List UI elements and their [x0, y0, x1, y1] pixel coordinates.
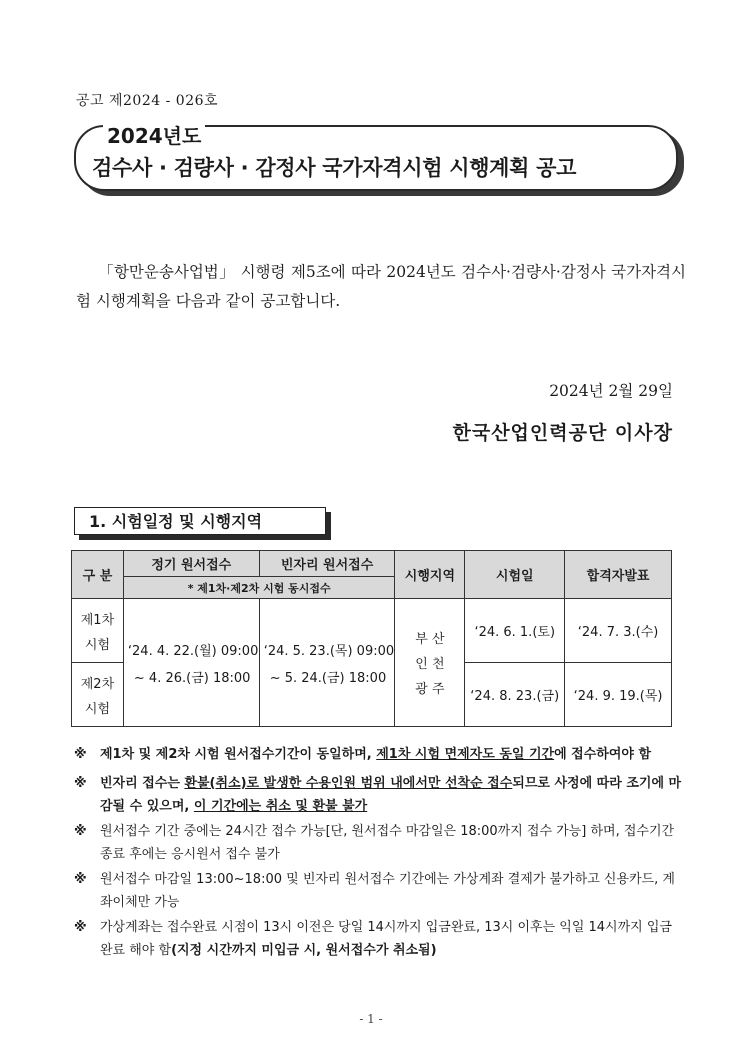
- header-result: 합격자발표: [565, 551, 672, 599]
- region-2: 인 천: [415, 657, 445, 672]
- vacancy-end: ~ 5. 24.(금) 18:00: [269, 670, 387, 686]
- note-2-c: 되므로 사정에 따라 조기에 마감될 수 있으며,: [100, 776, 682, 814]
- page-number: - 1 -: [359, 1012, 383, 1026]
- title-year: 2024년도: [103, 120, 205, 149]
- note-1-c: 에 접수하여야 함: [554, 747, 652, 762]
- note-2: [74, 772, 684, 818]
- note-5-b: (지정 시간까지 미입금 시, 원서접수가 취소됨): [171, 943, 437, 958]
- header-category: 구 분: [72, 551, 124, 599]
- note-mark: ※: [74, 872, 87, 887]
- note-5: [74, 916, 684, 962]
- note-1: [74, 743, 684, 766]
- note-mark: ※: [74, 824, 87, 839]
- row-label-1b: 시험: [84, 637, 111, 653]
- note-2-b: 환불(취소)로 발생한 수용인원 범위 내에서만 선착순 접수: [184, 776, 513, 791]
- page-title: 검수사 · 검량사 · 감정사 국가자격시험 시행계획 공고: [92, 156, 577, 180]
- vacancy-period: [259, 599, 395, 727]
- row-label-2b: 시험: [84, 701, 111, 717]
- region-1: 부 산: [415, 632, 445, 647]
- note-mark: ※: [74, 776, 87, 791]
- note-1-b: 제1차 시험 면제자도 동일 기간: [376, 747, 555, 762]
- header-region: 시행지역: [395, 551, 465, 599]
- header-vacancy: 빈자리 원서접수: [259, 551, 395, 577]
- note-3-text: 원서접수 기간 중에는 24시간 접수 가능[단, 원서접수 마감일은 18:00까지 접수 가능] 하며, 접수기간 종료 후에는 응시원서 접수 불가: [100, 824, 675, 862]
- regular-end: ~ 4. 26.(금) 18:00: [133, 670, 251, 686]
- exam-date-1: ‘24. 6. 1.(토): [465, 599, 565, 663]
- note-5-a: 가상계좌는 접수완료 시점이 13시 이전은 당일 14시까지 입금완료, 13시 이후는 익일 14시까지 입금완료 해야 함: [100, 920, 672, 958]
- row-label-2: [72, 663, 124, 727]
- regions: [395, 599, 465, 727]
- notice-date: 2024년 2월 29일: [549, 382, 673, 400]
- note-2-a: 빈자리 접수는: [100, 776, 185, 791]
- row-label-1a: 제1차: [80, 612, 115, 628]
- note-1-a: 제1차 및 제2차 시험 원서접수기간이 동일하며,: [100, 747, 377, 762]
- intro-paragraph: [76, 258, 686, 316]
- note-2-d: 이 기간에는 취소 및 환불 불가: [193, 799, 368, 814]
- schedule-table: [71, 550, 672, 727]
- note-4-text: 원서접수 마감일 13:00~18:00 및 빈자리 원서접수 기간에는 가상계좌 결제가 불가하고 신용카드, 계좌이체만 가능: [100, 872, 675, 910]
- intro-text: 「항만운송사업법」 시행령 제5조에 따라 2024년도 검수사·검량사·감정사 국가자격시험 시행계획을 다음과 같이 공고합니다.: [76, 263, 686, 310]
- notes-list: [74, 743, 684, 962]
- note-3: [74, 820, 684, 866]
- section-heading: 1. 시험일정 및 시행지역: [74, 507, 326, 535]
- vacancy-start: ‘24. 5. 23.(목) 09:00: [263, 643, 395, 659]
- header-shared-note: * 제1차·제2차 시험 동시접수: [123, 577, 395, 599]
- regular-period: [123, 599, 259, 727]
- note-mark: ※: [74, 920, 87, 935]
- header-exam-date: 시험일: [465, 551, 565, 599]
- note-mark: ※: [74, 747, 87, 762]
- exam-date-2: ‘24. 8. 23.(금): [465, 663, 565, 727]
- row-label-1: [72, 599, 124, 663]
- result-date-2: ‘24. 9. 19.(목): [565, 663, 672, 727]
- notice-number: 공고 제2024 - 026호: [76, 93, 219, 109]
- issuer: 한국산업인력공단 이사장: [452, 422, 673, 444]
- regular-start: ‘24. 4. 22.(월) 09:00: [127, 643, 259, 659]
- result-date-1: ‘24. 7. 3.(수): [565, 599, 672, 663]
- header-regular: 정기 원서접수: [123, 551, 259, 577]
- row-label-2a: 제2차: [80, 676, 115, 692]
- note-4: [74, 868, 684, 914]
- region-3: 광 주: [415, 682, 445, 697]
